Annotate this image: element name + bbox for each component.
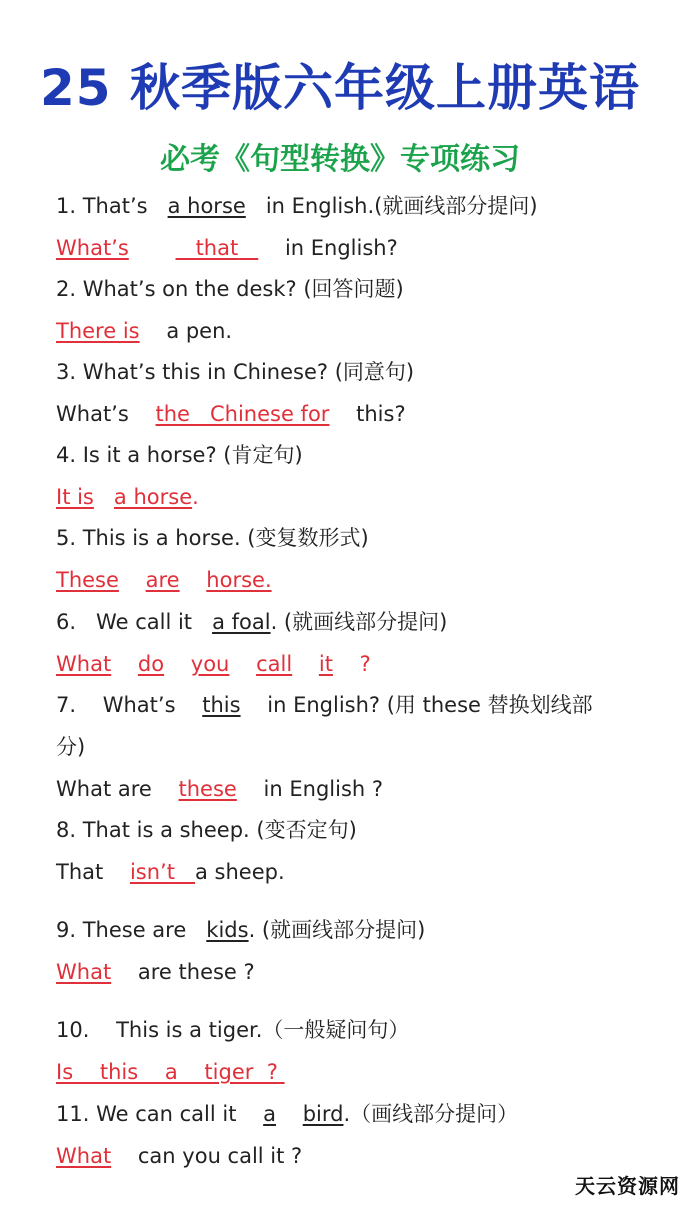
question-2	[56, 275, 666, 303]
q11-text-a: 11. We can call it	[56, 1102, 237, 1126]
q11-underlined-a: a	[263, 1102, 277, 1126]
question-4	[56, 441, 666, 469]
question-7	[56, 691, 666, 719]
a6-word-5: it	[318, 652, 333, 676]
a1-text-a: What’s	[56, 236, 129, 260]
page-subtitle: 必考《句型转换》专项练习	[160, 142, 520, 177]
q6-underlined: a foal	[212, 610, 271, 634]
a4-text-a: It is	[56, 485, 94, 509]
question-11	[56, 1100, 666, 1128]
answer-7	[56, 775, 666, 803]
q6-text-c: . (就画线部分提问)	[270, 610, 448, 634]
a5-text-a: These	[56, 568, 119, 592]
q11-text-d: .（画线部分提问）	[343, 1102, 519, 1126]
q1-text-a: 1. That’s	[56, 194, 148, 218]
answer-11	[56, 1142, 666, 1170]
a4-text-b: a horse	[113, 485, 193, 509]
a1-text-c: in English?	[284, 236, 398, 260]
q1-text-c: in English.(就画线部分提问)	[265, 194, 538, 218]
q8-text: 8. That is a sheep. (变否定句)	[56, 818, 357, 842]
q3-text: 3. What’s this in Chinese? (同意句)	[56, 360, 415, 384]
a2-text-a: There is	[56, 319, 140, 343]
a8-text-a: That	[56, 860, 104, 884]
answer-2	[56, 317, 666, 345]
q7-text-c: in English? (用 these 替换划线部	[267, 693, 593, 717]
a6-word-6: ?	[359, 652, 371, 676]
a5-text-c: horse.	[206, 568, 272, 592]
answer-6	[56, 650, 666, 678]
a6-word-3: you	[190, 652, 230, 676]
a9-text-a: What	[56, 960, 112, 984]
question-7-wrap	[56, 733, 666, 761]
answer-1	[56, 234, 666, 262]
answer-9	[56, 958, 666, 986]
question-8	[56, 816, 666, 844]
question-3	[56, 358, 666, 386]
q10-text: 10. This is a tiger.（一般疑问句）	[56, 1018, 410, 1042]
a3-text-c: this?	[356, 402, 406, 426]
a6-word-4: call	[256, 652, 293, 676]
a6-word-2: do	[137, 652, 165, 676]
answer-8	[56, 858, 666, 886]
q9-underlined: kids	[206, 918, 249, 942]
a1-blank: that	[195, 236, 239, 260]
q1-underlined: a horse	[167, 194, 246, 218]
q4-text: 4. Is it a horse? (肯定句)	[56, 443, 303, 467]
q7-underlined: this	[202, 693, 241, 717]
answer-5	[56, 566, 666, 594]
question-5	[56, 524, 666, 552]
answer-3	[56, 400, 666, 428]
a2-text-b: a pen.	[166, 319, 233, 343]
a11-text-a: What	[56, 1144, 112, 1168]
q6-text-a: 6. We call it	[56, 610, 193, 634]
a6-word-1: What	[56, 652, 112, 676]
a9-text-b: are these ?	[137, 960, 255, 984]
a8-blank: isn’t	[129, 860, 175, 884]
q5-text: 5. This is a horse. (变复数形式)	[56, 526, 369, 550]
a7-text-a: What are	[56, 777, 152, 801]
a5-text-b: are	[145, 568, 180, 592]
a11-text-b: can you call it ?	[137, 1144, 303, 1168]
question-6	[56, 608, 666, 636]
a8-text-c: a sheep.	[194, 860, 285, 884]
q11-underlined-bird: bird	[302, 1102, 344, 1126]
q7-text-a: 7. What’s	[56, 693, 176, 717]
q2-text: 2. What’s on the desk? (回答问题)	[56, 277, 404, 301]
question-1	[56, 192, 666, 220]
a7-text-c: in English ?	[263, 777, 384, 801]
q7-text-d: 分)	[56, 735, 86, 759]
question-9	[56, 916, 666, 944]
page-title: 25 秋季版六年级上册英语	[40, 59, 640, 117]
q9-text-a: 9. These are	[56, 918, 187, 942]
answer-4	[56, 483, 666, 511]
answer-10	[56, 1058, 666, 1086]
a3-text-b: the Chinese for	[155, 402, 330, 426]
a3-text-a: What’s	[56, 402, 129, 426]
question-10	[56, 1016, 666, 1044]
a10-text: Is this a tiger ?	[56, 1060, 278, 1084]
q9-text-c: . (就画线部分提问)	[248, 918, 426, 942]
watermark-text: 天云资源网	[575, 1174, 680, 1198]
a7-text-b: these	[178, 777, 237, 801]
a4-text-c: .	[192, 485, 199, 509]
